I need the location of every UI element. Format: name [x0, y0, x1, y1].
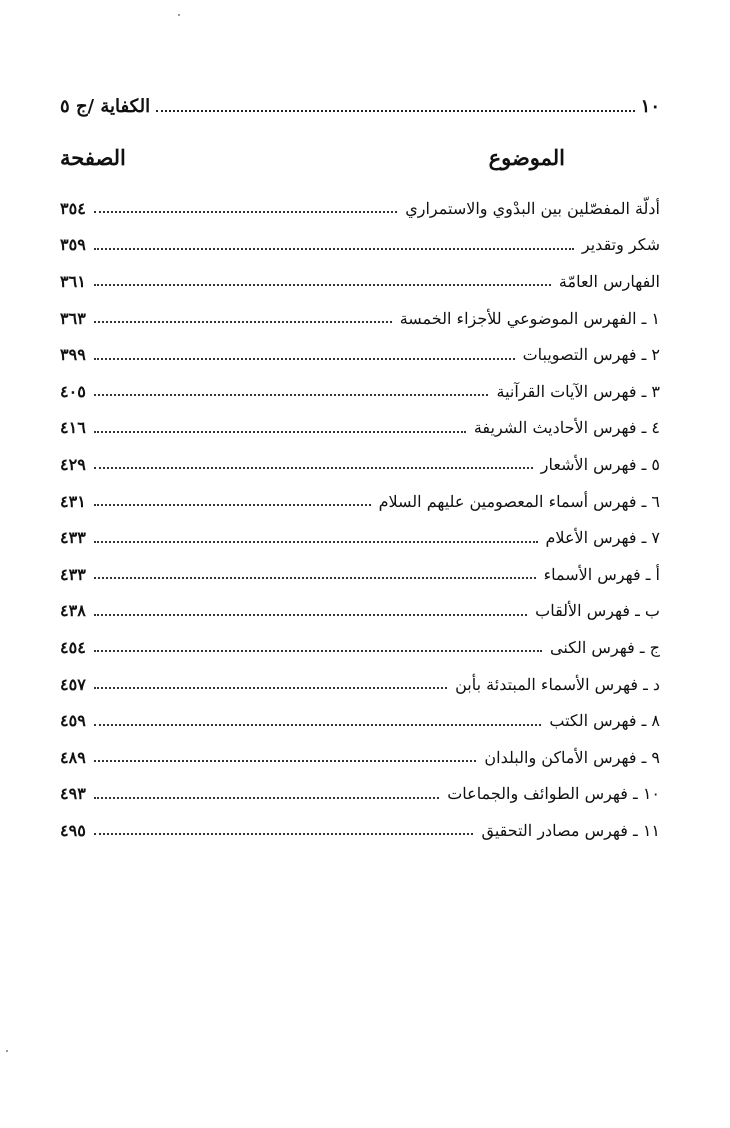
toc-leader-dots	[94, 248, 574, 250]
toc-entry	[60, 190, 660, 227]
toc-entry	[60, 629, 660, 666]
scan-speck	[6, 1050, 8, 1052]
toc-leader-dots	[94, 394, 489, 396]
toc-leader-dots	[94, 724, 542, 726]
toc-entry	[60, 739, 660, 776]
toc-entry-page: ٤١٦	[60, 418, 86, 438]
toc-entry	[60, 336, 660, 373]
toc-entry-page: ٤٣٨	[60, 601, 86, 621]
toc-leader-dots	[94, 614, 527, 616]
toc-entry	[60, 263, 660, 300]
toc-entry	[60, 702, 660, 739]
toc-entry-title: أدلّة المفصّلين بين البدْوي والاستمراري	[405, 198, 660, 218]
table-of-contents	[60, 190, 660, 849]
running-header	[60, 92, 660, 120]
toc-entry-title: ١٠ ـ فهرس الطوائف والجماعات	[447, 784, 660, 804]
toc-leader-dots	[94, 467, 533, 469]
toc-entry-page: ٤٩٥	[60, 820, 86, 840]
toc-entry-page: ٤٣١	[60, 491, 86, 511]
toc-entry	[60, 519, 660, 556]
running-title: الكفاية /ج ٥	[60, 95, 151, 117]
toc-leader-dots	[94, 358, 515, 360]
column-headings	[60, 140, 660, 174]
toc-entry-page: ٣٩٩	[60, 345, 86, 365]
toc-leader-dots	[94, 211, 397, 213]
toc-entry-page: ٤٥٧	[60, 674, 86, 694]
toc-entry-page: ٣٥٩	[60, 235, 86, 255]
toc-entry-page: ٣٦١	[60, 271, 86, 291]
toc-entry-title: ٢ ـ فهرس التصويبات	[522, 345, 660, 365]
toc-leader-dots	[94, 650, 542, 652]
toc-entry	[60, 300, 660, 337]
toc-entry-title: ٤ ـ فهرس الأحاديث الشريفة	[473, 418, 660, 438]
toc-entry-title: ج ـ فهرس الكنى	[550, 637, 660, 657]
subject-column-heading: الموضوع	[488, 144, 565, 170]
toc-entry-page: ٤٣٣	[60, 564, 86, 584]
toc-entry-page: ٣٥٤	[60, 198, 86, 218]
toc-entry-page: ٤٠٥	[60, 381, 86, 401]
toc-leader-dots	[94, 504, 371, 506]
toc-leader-dots	[94, 321, 392, 323]
toc-leader-dots	[94, 797, 439, 799]
toc-leader-dots	[94, 833, 474, 835]
page-number: ١٠	[640, 95, 660, 117]
toc-leader-dots	[94, 284, 551, 286]
toc-entry-title: أ ـ فهرس الأسماء	[543, 564, 660, 584]
toc-entry-page: ٤٣٣	[60, 528, 86, 548]
scan-speck	[178, 14, 180, 16]
toc-entry-title: ٥ ـ فهرس الأشعار	[540, 454, 660, 474]
toc-entry-page: ٤٢٩	[60, 454, 86, 474]
toc-entry-page: ٤٥٤	[60, 637, 86, 657]
toc-leader-dots	[94, 687, 447, 689]
toc-entry	[60, 483, 660, 520]
toc-entry	[60, 776, 660, 813]
toc-entry	[60, 373, 660, 410]
toc-entry-title: ١ ـ الفهرس الموضوعي للأجزاء الخمسة	[399, 308, 660, 328]
toc-leader-dots	[94, 577, 536, 579]
toc-entry-title: د ـ فهرس الأسماء المبتدئة بأبن	[455, 674, 660, 694]
toc-entry	[60, 812, 660, 849]
toc-entry-page: ٤٩٣	[60, 784, 86, 804]
toc-entry	[60, 666, 660, 703]
toc-leader-dots	[94, 541, 538, 543]
toc-entry-page: ٣٦٣	[60, 308, 86, 328]
toc-entry-page: ٤٥٩	[60, 711, 86, 731]
toc-entry-title: ٣ ـ فهرس الآيات القرآنية	[496, 381, 660, 401]
toc-entry-title: ١١ ـ فهرس مصادر التحقيق	[481, 820, 660, 840]
toc-entry-title: شكر وتقدير	[581, 235, 660, 255]
toc-entry	[60, 410, 660, 447]
toc-entry-page: ٤٨٩	[60, 747, 86, 767]
toc-entry-title: ٦ ـ فهرس أسماء المعصومين عليهم السلام	[378, 491, 660, 511]
toc-entry	[60, 556, 660, 593]
header-leader-dots	[156, 110, 635, 112]
toc-leader-dots	[94, 760, 477, 762]
toc-entry	[60, 227, 660, 264]
toc-entry-title: ٩ ـ فهرس الأماكن والبلدان	[484, 747, 660, 767]
toc-entry-title: الفهارس العامّة	[558, 271, 660, 291]
page-column-heading: الصفحة	[60, 144, 126, 170]
toc-entry	[60, 593, 660, 630]
toc-entry	[60, 446, 660, 483]
toc-leader-dots	[94, 431, 466, 433]
toc-entry-title: ٧ ـ فهرس الأعلام	[545, 528, 660, 548]
toc-entry-title: ب ـ فهرس الألقاب	[535, 601, 660, 621]
toc-entry-title: ٨ ـ فهرس الكتب	[549, 711, 660, 731]
